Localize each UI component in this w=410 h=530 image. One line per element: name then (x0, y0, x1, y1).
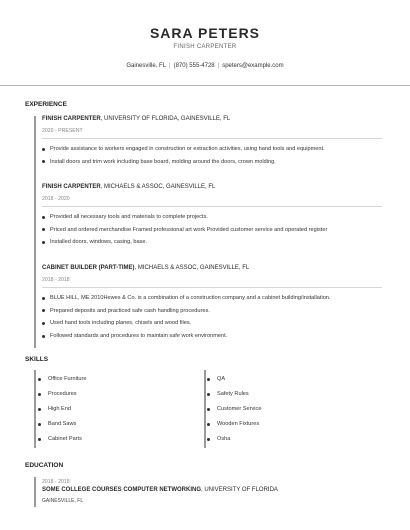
experience-side-bar (34, 116, 36, 348)
education-school: , UNIVERSITY OF FLORIDA (201, 487, 278, 493)
skill-item: Safety Rules (207, 390, 261, 405)
job-organization: , MICHAELS & ASSOC, GAINESVILLE, FL (134, 265, 250, 271)
job-divider (42, 287, 382, 288)
job-dates: 2018 - 2020 (42, 196, 70, 202)
contact-email[interactable]: speters@example.com (222, 63, 284, 69)
education-title (42, 487, 278, 493)
contact-separator: | (169, 63, 171, 69)
job-dates: 2020 - PRESENT (42, 128, 83, 134)
candidate-role: FINISH CARPENTER (173, 44, 237, 50)
skills-column-divider (204, 370, 206, 448)
job-dates: 2018 - 2018 (42, 277, 70, 283)
job-position: CABINET BUILDER (PART-TIME) (42, 265, 135, 271)
header-divider (0, 85, 410, 86)
job-bullets (42, 145, 325, 170)
education-dates: 2018 - 2018 (42, 479, 70, 485)
candidate-name: SARA PETERS (149, 25, 261, 41)
contact-location: Gainesville, FL (126, 63, 167, 69)
job-bullet: Installed doors, windows, casing, base. (42, 238, 327, 251)
contact-line (0, 63, 410, 69)
job-bullet: Provide assistance to workers engaged in construction or extraction activities, using hand tools and equipment. (42, 145, 325, 158)
skill-item: QA (207, 375, 261, 390)
job-bullet: BLUE HILL, ME 2010Hewes & Co. is a combination of a construction company and a cabinet building/installation. (42, 294, 330, 307)
skills-side-bar (34, 370, 36, 448)
job-organization: , UNIVERSITY OF FLORIDA, GAINESVILLE, FL (100, 116, 231, 122)
job-position: FINISH CARPENTER (42, 184, 101, 190)
job-bullet: Used hand tools including planes, chisels and wood files. (42, 319, 330, 332)
job-divider (42, 138, 382, 139)
job-title (42, 265, 249, 271)
job-bullet: Install doors and trim work including base board, molding around the doors, crown molding. (42, 158, 325, 171)
skill-item: Customer Service (207, 405, 261, 420)
job-title (42, 184, 215, 190)
skill-item: High End (38, 405, 86, 420)
job-bullets (42, 294, 330, 345)
skills-heading: SKILLS (25, 356, 49, 363)
education-degree: SOME COLLEGE COURSES COMPUTER NETWORKING (42, 487, 202, 493)
education-heading: EDUCATION (25, 462, 64, 469)
job-bullet: Provided all necessary tools and materials to complete projects. (42, 213, 327, 226)
job-divider (42, 206, 382, 207)
job-bullets (42, 213, 327, 251)
education-side-bar (34, 477, 36, 507)
skills-column-2 (207, 375, 261, 450)
job-title (42, 116, 230, 122)
skill-item: Cabinet Parts (38, 435, 86, 450)
job-bullet: Priced and ordered merchandise Framed professional art work Provided customer service and operated register (42, 226, 327, 239)
job-bullet: Prepared deposits and practiced safe cash handling procedures. (42, 307, 330, 320)
skill-item: Osha (207, 435, 261, 450)
skill-item: Office Furniture (38, 375, 86, 390)
skill-item: Wooden Fixtures (207, 420, 261, 435)
job-position: FINISH CARPENTER (42, 116, 101, 122)
contact-phone: (870) 555-4728 (173, 63, 215, 69)
skills-column-1 (38, 375, 86, 450)
education-location: GAINESVILLE, FL (42, 498, 84, 504)
job-organization: , MICHAELS & ASSOC, GAINESVILLE, FL (100, 184, 216, 190)
skill-item: Band Saws (38, 420, 86, 435)
job-bullet: Followed standards and procedures to maintain safe work environment. (42, 332, 330, 345)
skill-item: Procedures (38, 390, 86, 405)
contact-separator: | (217, 63, 220, 69)
experience-heading: EXPERIENCE (25, 101, 67, 108)
